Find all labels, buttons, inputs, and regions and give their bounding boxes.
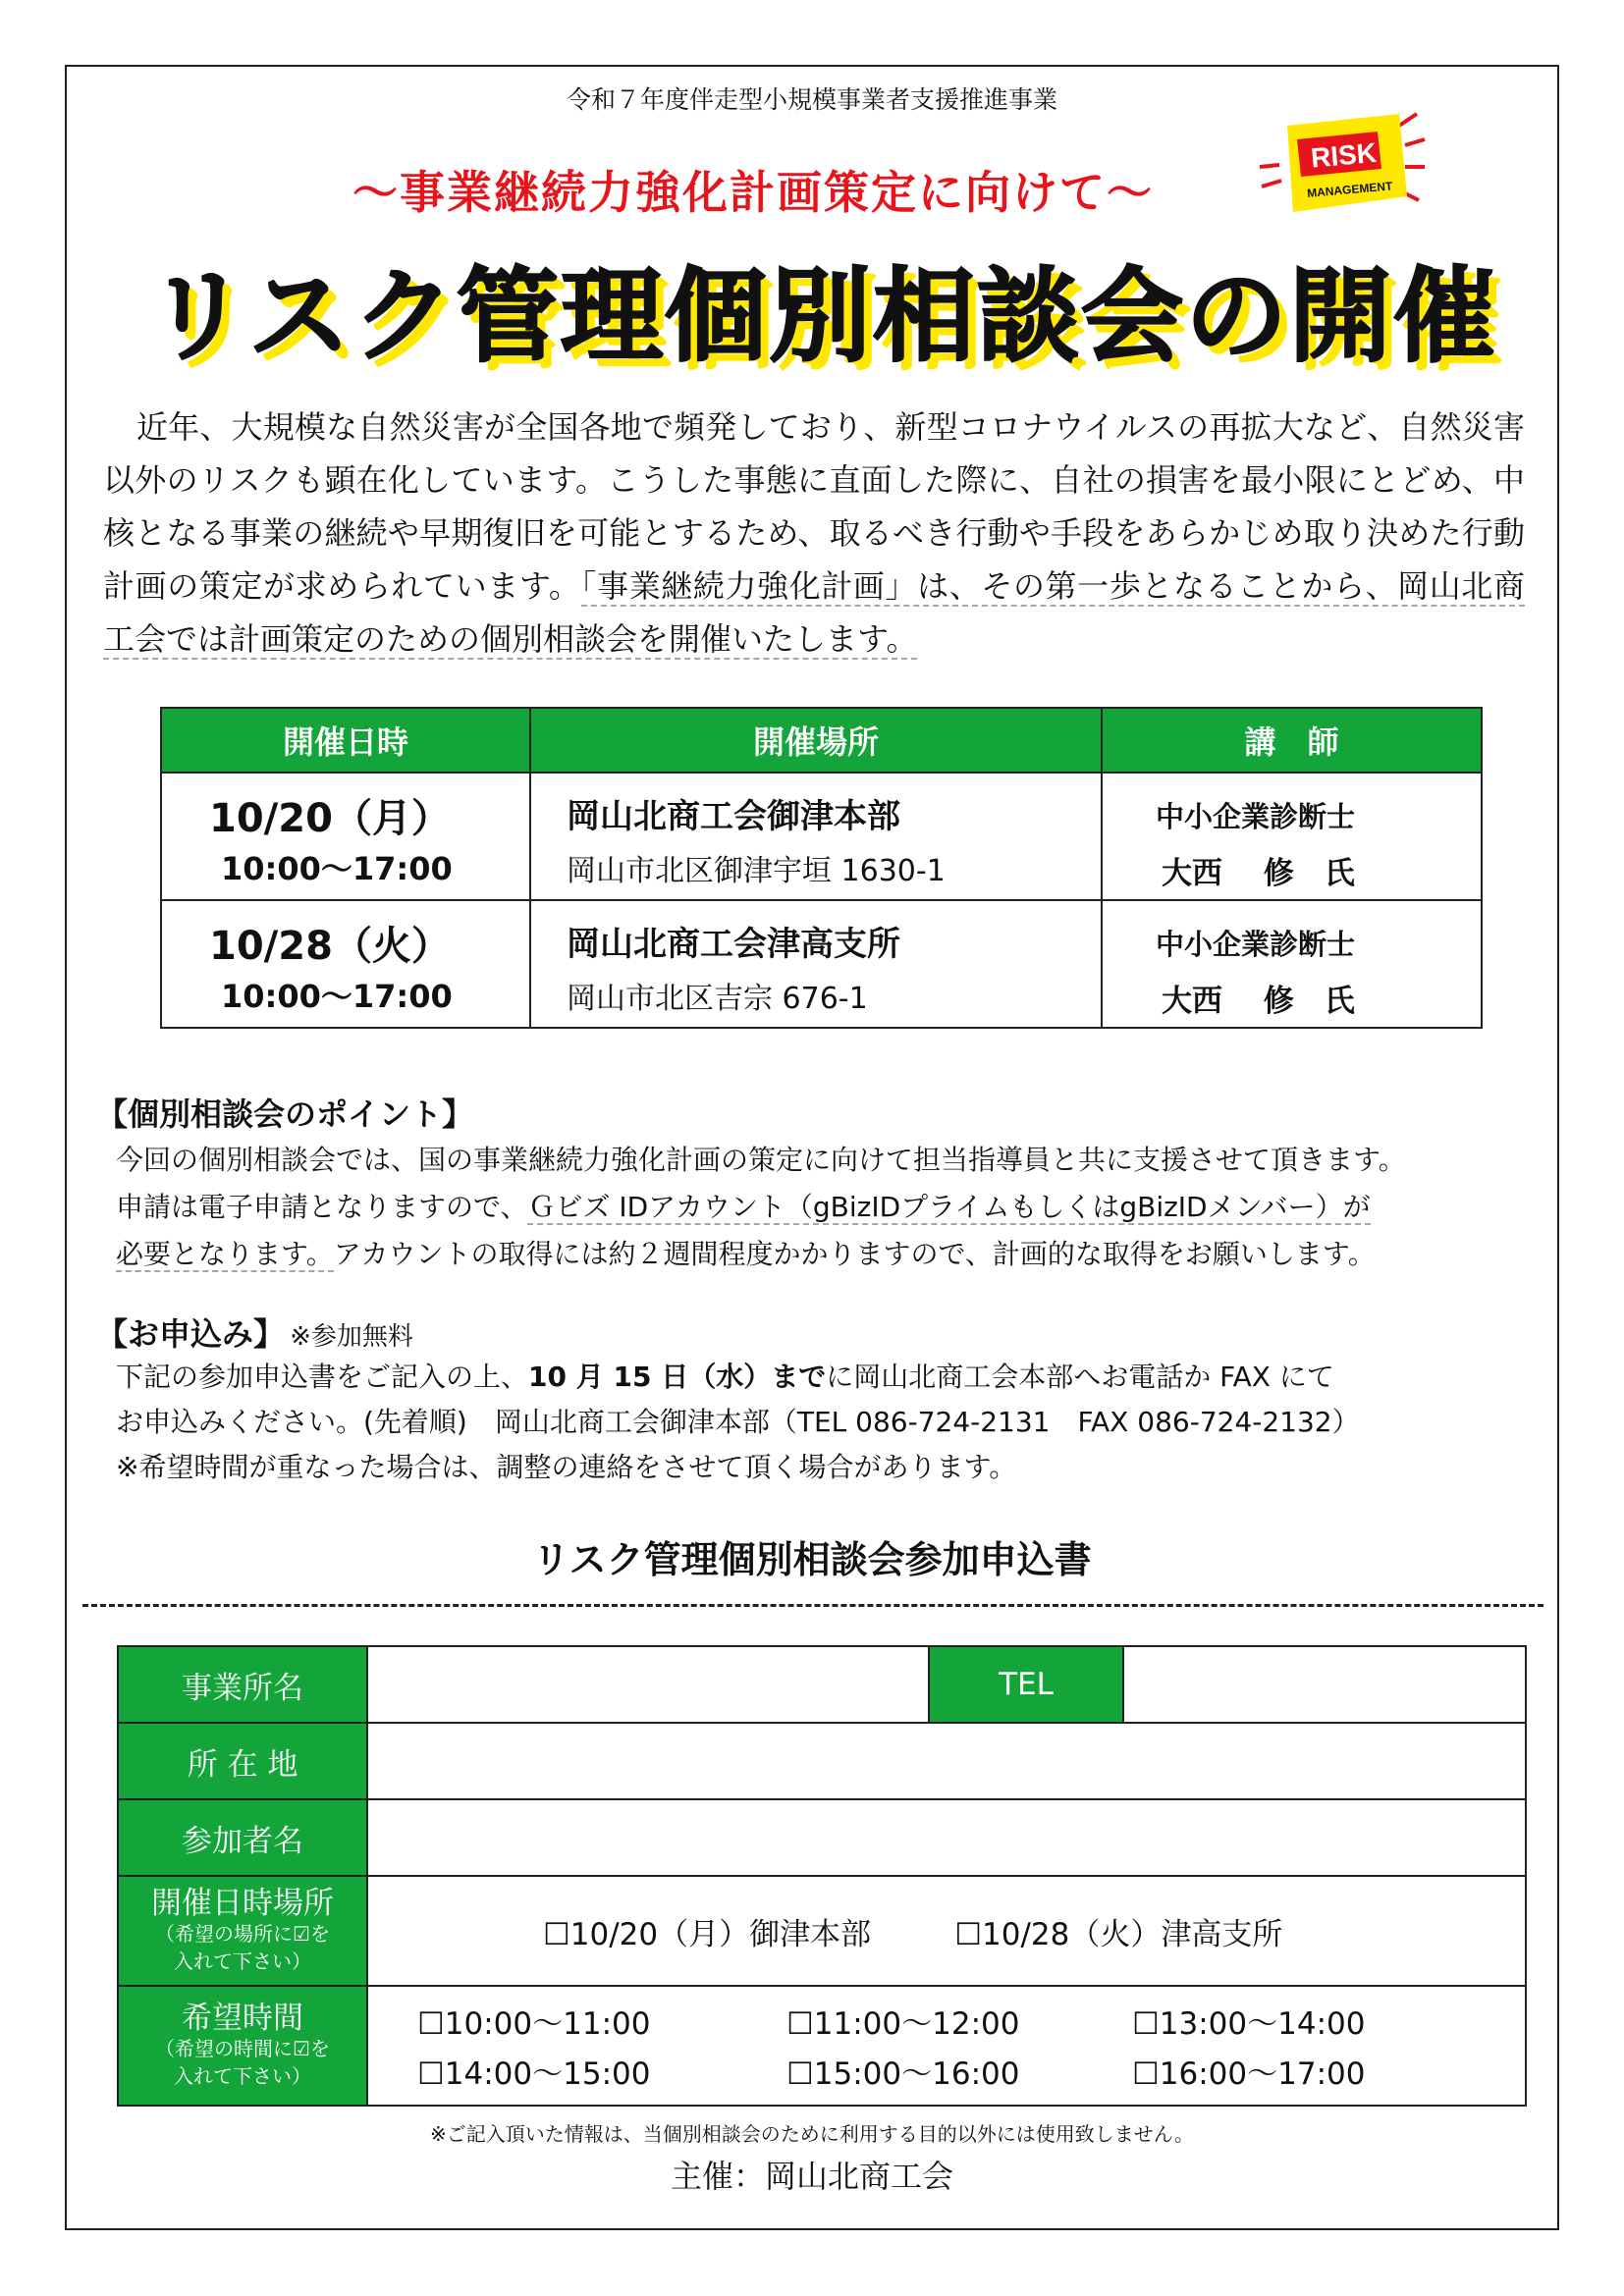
checkbox-option[interactable]: ☐13:00〜14:00 — [1132, 2006, 1366, 2042]
office-name-field[interactable] — [367, 1646, 929, 1723]
office-name-label: 事業所名 — [118, 1646, 367, 1723]
schedule-header-date: 開催日時 — [161, 708, 530, 773]
apply-title: 【お申込み】 — [96, 1315, 286, 1353]
points-line: アカウントの取得には約２週間程度かかりますので、計画的な取得をお願いします。 — [333, 1238, 1376, 1270]
address-label: 所 在 地 — [118, 1723, 367, 1799]
schedule-select-hint: 入れて下さい） — [174, 1949, 311, 1973]
schedule-header-place: 開催場所 — [530, 708, 1102, 773]
time-select-hint: 入れて下さい） — [174, 2064, 311, 2088]
organization-line: 令和７年度伴走型小規模事業者支援推進事業 — [566, 85, 1057, 114]
points-line: 申請は電子申請となりますので、 — [116, 1191, 528, 1223]
apply-line: 下記の参加申込書をご記入の上、 — [116, 1361, 529, 1393]
host-line: 主催：岡山北商工会 — [670, 2158, 953, 2195]
schedule-select-label — [118, 1876, 367, 1986]
checkbox-option[interactable]: ☐14:00〜15:00 — [417, 2056, 651, 2092]
schedule-row — [161, 773, 1482, 900]
schedule-place: 岡山北商工会御津本部 — [567, 797, 900, 836]
lecturer-title: 中小企業診断士 — [1156, 928, 1356, 961]
apply-line: に岡山北商工会本部へお電話か FAX にて — [826, 1361, 1334, 1393]
participant-field[interactable] — [367, 1799, 1526, 1876]
points-title: 【個別相談会のポイント】 — [96, 1095, 474, 1133]
apply-deadline: 10 月 15 日（水）まで — [528, 1361, 827, 1393]
schedule-address: 岡山市北区御津宇垣 1630-1 — [567, 854, 946, 888]
logo-risk-text: RISK — [1309, 136, 1379, 174]
schedule-date: 10/20（月） — [209, 796, 451, 841]
participant-label: 参加者名 — [118, 1799, 367, 1876]
schedule-address: 岡山市北区吉宗 676-1 — [567, 982, 868, 1016]
intro-text: 近年、大規模な自然災害が全国各地で頻発しており、新型コロナウイルスの再拡大など、自然災害以外のリスクも顕在化しています。こうした事態に直面した際に、自社の損害を最小限にとどめ、中核となる事業の継続や早期復旧を可能とするため、取るべき行動や手段をあらかじめ取り決めた行動計画の策定が求められています。 — [103, 408, 1525, 605]
time-select-label — [118, 1986, 367, 2106]
schedule-time: 10:00〜17:00 — [221, 850, 453, 887]
points-line: 今回の個別相談会では、国の事業継続力強化計画の策定に向けて担当指導員と共に支援させて頂きます。 — [116, 1144, 1406, 1176]
tel-label: TEL — [929, 1646, 1123, 1723]
application-form — [117, 1645, 1527, 2107]
address-field[interactable] — [367, 1723, 1526, 1799]
checkbox-option[interactable]: ☐11:00〜12:00 — [786, 2006, 1020, 2042]
lecturer-title: 中小企業診断士 — [1156, 800, 1356, 833]
points-section — [96, 1090, 1540, 1278]
lecturer-name: 大西 修 氏 — [1162, 856, 1355, 891]
schedule-select-hint: （希望の場所に☑を — [155, 1922, 330, 1946]
subtitle: 〜事業継続力強化計画策定に向けて〜 — [352, 166, 1154, 219]
apply-line: ※希望時間が重なった場合は、調整の連絡をさせて頂く場合があります。 — [116, 1451, 1017, 1483]
time-options — [367, 1986, 1526, 2106]
checkbox-option[interactable]: ☐10/20（月）御津本部 — [543, 1916, 872, 1952]
schedule-row — [161, 900, 1482, 1028]
checkbox-option[interactable]: ☐10:00〜11:00 — [417, 2006, 651, 2042]
schedule-header-lecturer: 講 師 — [1102, 708, 1482, 773]
tel-field[interactable] — [1123, 1646, 1526, 1723]
schedule-time: 10:00〜17:00 — [221, 978, 453, 1015]
schedule-place: 岡山北商工会津高支所 — [567, 925, 900, 964]
schedule-date: 10/28（火） — [209, 924, 451, 969]
privacy-note: ※ご記入頂いた情報は、当個別相談会のために利用する目的以外には使用致しません。 — [430, 2122, 1194, 2146]
form-title: リスク管理個別相談会参加申込書 — [532, 1538, 1092, 1581]
apply-line: お申込みください。(先着順) 岡山北商工会御津本部（TEL 086-724-2131 FAX 086-724-2132） — [116, 1406, 1360, 1438]
risk-management-logo — [1252, 106, 1429, 224]
lecturer-name: 大西 修 氏 — [1162, 984, 1355, 1019]
cut-line — [82, 1604, 1543, 1607]
checkbox-option[interactable]: ☐16:00〜17:00 — [1132, 2056, 1366, 2092]
apply-free-note: ※参加無料 — [290, 1322, 413, 1352]
time-select-title: 希望時間 — [182, 2001, 303, 2036]
checkbox-option[interactable]: ☐10/28（火）津高支所 — [954, 1916, 1283, 1952]
schedule-table — [160, 707, 1483, 1029]
intro-underlined-text: 「事業継続力強化計画」は、その第一歩となることから、岡山北商工会では計画策定のための個別相談会を開催いたします。 — [103, 567, 1525, 658]
checkbox-option[interactable]: ☐15:00〜16:00 — [786, 2056, 1020, 2092]
points-underlined: Ｇビズ IDアカウント（gBizIDプライムもしくはgBizIDメンバー）が — [527, 1191, 1371, 1223]
logo-management-text: MANAGEMENT — [1306, 179, 1393, 200]
apply-section — [96, 1309, 1540, 1490]
points-underlined: 必要となります。 — [116, 1238, 334, 1270]
intro-paragraph — [103, 400, 1525, 666]
schedule-options — [367, 1876, 1526, 1986]
main-title: リスク管理個別相談会の開催 — [146, 256, 1497, 376]
time-select-hint: （希望の時間に☑を — [155, 2037, 330, 2060]
schedule-select-title: 開催日時場所 — [151, 1886, 334, 1921]
